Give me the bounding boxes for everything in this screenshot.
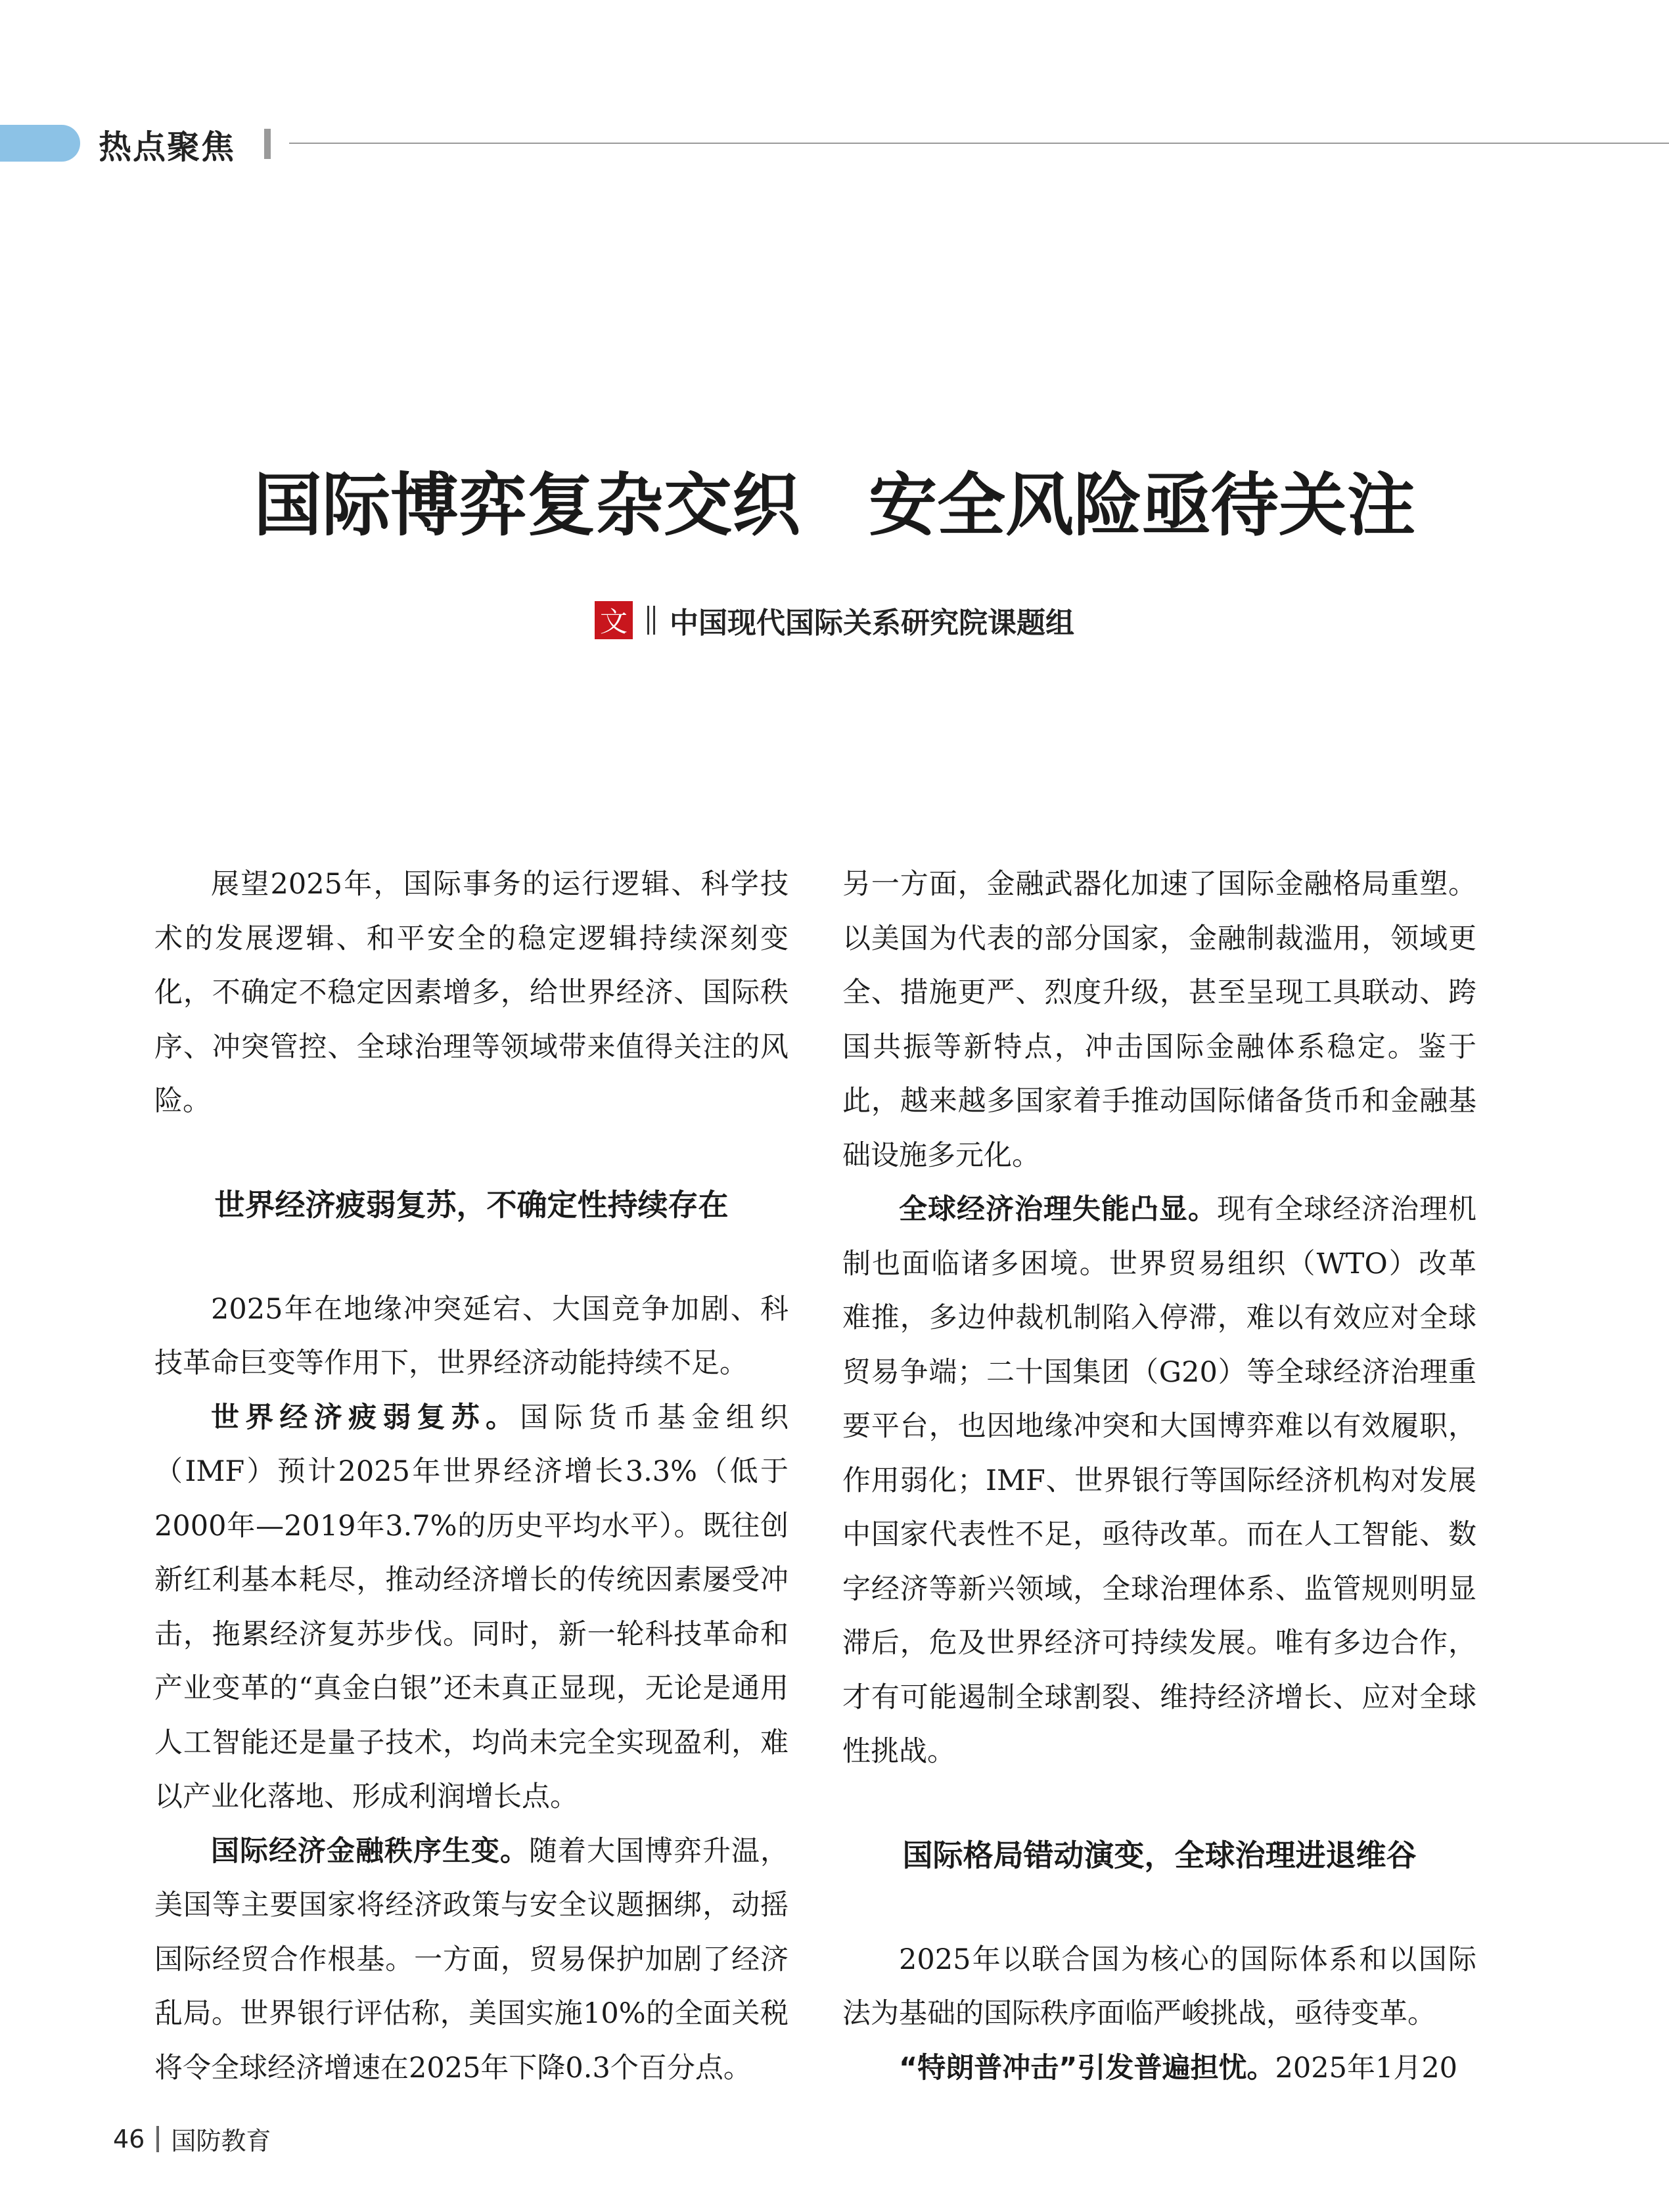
paragraph — [842, 1183, 1476, 1779]
paragraph — [154, 1391, 789, 1824]
paragraph-body: 2025年1月20 — [1275, 2051, 1458, 2085]
right-column — [842, 857, 1476, 2095]
article-title: 国际博弈复杂交织 安全风险亟待关注 — [253, 465, 1415, 545]
section-label: 热点聚焦 — [99, 128, 235, 166]
paragraph-lead: “特朗普冲击”引发普遍担忧。 — [899, 2051, 1275, 2085]
paragraph: 另一方面，金融武器化加速了国际金融格局重塑。以美国为代表的部分国家，金融制裁滥用，领域更全、措施更严、烈度升级，甚至呈现工具联动、跨国共振等新特点，冲击国际金融体系稳定。鉴于此，越来越多国家着手推动国际储备货币和金融基础设施多元化。 — [842, 868, 1476, 1172]
byline — [0, 599, 1669, 641]
left-column — [154, 857, 789, 2095]
paragraph: 2025年在地缘冲突延宕、大国竞争加剧、科技革命巨变等作用下，世界经济动能持续不足。 — [154, 1292, 789, 1380]
paragraph — [842, 2041, 1476, 2096]
byline-separator — [647, 606, 655, 635]
paragraph-body: 国际货币基金组织（IMF）预计2025年世界经济增长3.3%（低于2000年—2019年3.7%的历史平均水平）。既往创新红利基本耗尽，推动经济增长的传统因素屡受冲击，拖累经济复苏步伐。同时，新一轮科技革命和产业变革的“真金白银”还未真正显现，无论是通用人工智能还是量子技术，均尚未完全实现盈利，难以产业化落地、形成利润增长点。 — [154, 1401, 789, 1813]
paragraph-lead: 全球经济治理失能凸显。 — [899, 1193, 1217, 1226]
byline-author: 中国现代国际关系研究院课题组 — [670, 606, 1074, 640]
byline-badge: 文 — [595, 601, 633, 639]
paragraph-lead: 世界经济疲弱复苏。 — [211, 1401, 520, 1434]
section-divider-bar — [264, 129, 271, 159]
paragraph-body: 随着大国博弈升温，美国等主要国家将经济政策与安全议题捆绑，动摇国际经贸合作根基。一方面，贸易保护加剧了经济乱局。世界银行评估称，美国实施10%的全面关税将令全球经济增速在2025年下降0.3个百分点。 — [154, 1834, 789, 2085]
footer-divider — [156, 2126, 159, 2152]
paragraph — [154, 1824, 789, 2096]
page-footer — [113, 2121, 271, 2157]
paragraph-body: 现有全球经济治理机制也面临诸多困境。世界贸易组织（WTO）改革难推，多边仲裁机制陷入停滞，难以有效应对全球贸易争端；二十国集团（G20）等全球经济治理重要平台，也因地缘冲突和大国博弈难以有效履职，作用弱化；IMF、世界银行等国际经济机构对发展中国家代表性不足，亟待改革。而在人工智能、数字经济等新兴领域，全球治理体系、监管规则明显滞后，危及世界经济可持续发展。唯有多边合作，才有可能遏制全球割裂、维持经济增长、应对全球性挑战。 — [842, 1193, 1476, 1768]
section-heading-governance: 国际格局错动演变，全球治理进退维谷 — [902, 1837, 1417, 1873]
page-number: 46 — [113, 2124, 145, 2154]
intro-paragraph: 展望2025年，国际事务的运行逻辑、科学技术的发展逻辑、和平安全的稳定逻辑持续深刻变化，不确定不稳定因素增多，给世界经济、国际秩序、冲突管控、全球治理等领域带来值得关注的风险。 — [154, 868, 789, 1117]
paragraph: 2025年以联合国为核心的国际体系和以国际法为基础的国际秩序面临严峻挑战，亟待变革。 — [842, 1943, 1476, 2030]
header-rule — [289, 143, 1669, 144]
section-marker — [0, 125, 80, 162]
paragraph-lead: 国际经济金融秩序生变。 — [211, 1834, 529, 1868]
section-heading-economy: 世界经济疲弱复苏，不确定性持续存在 — [214, 1186, 729, 1223]
magazine-name: 国防教育 — [171, 2127, 271, 2156]
